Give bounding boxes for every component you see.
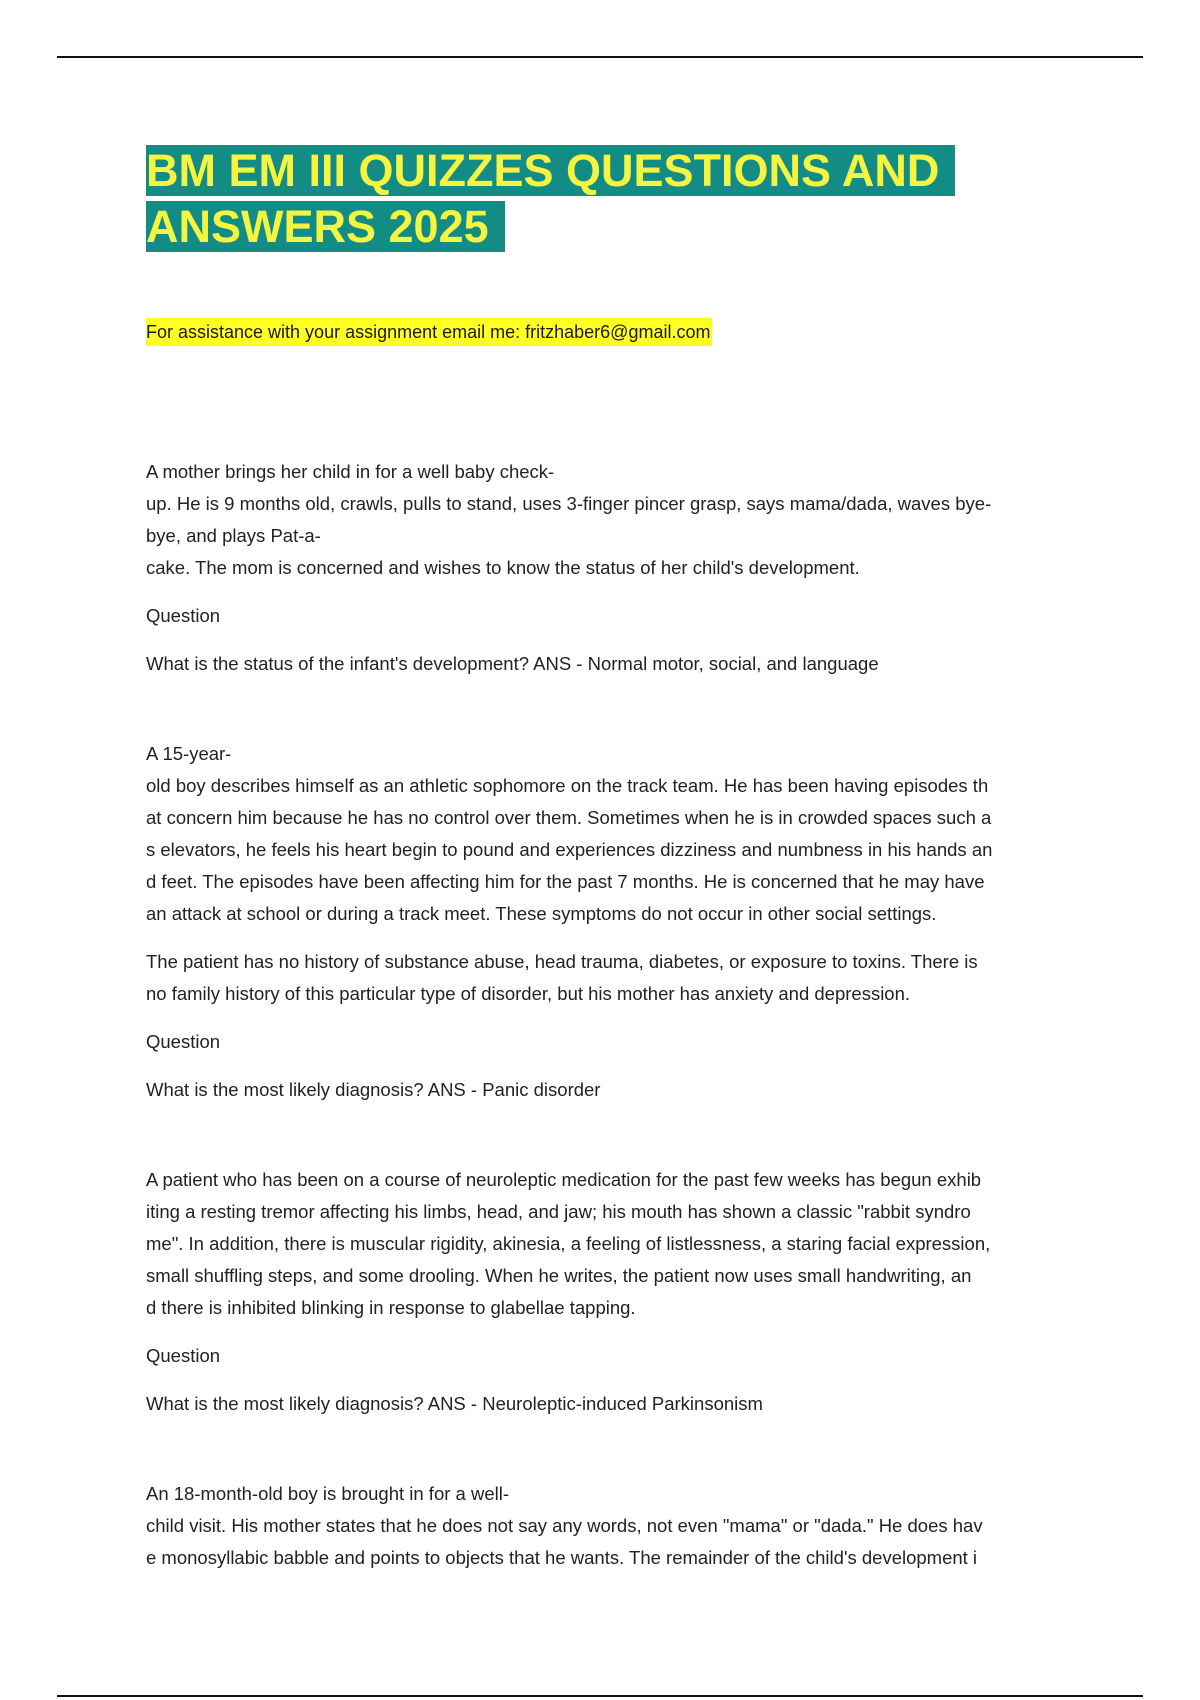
scenario-line: e monosyllabic babble and points to objects that he wants. The remainder of the child's development i — [146, 1547, 978, 1568]
top-rule — [57, 56, 1143, 58]
document-body — [146, 456, 1086, 1574]
scenario-line: A mother brings her child in for a well baby check- — [146, 461, 555, 482]
qa-item — [146, 738, 1086, 1106]
qa-item — [146, 1164, 1086, 1420]
scenario-line: An 18-month-old boy is brought in for a well- — [146, 1483, 509, 1504]
question-answer: What is the status of the infant's development? ANS - Normal motor, social, and language — [146, 653, 879, 674]
scenario-line: cake. The mom is concerned and wishes to know the status of her child's development. — [146, 557, 860, 578]
qa-item — [146, 1478, 1086, 1574]
scenario-line: up. He is 9 months old, crawls, pulls to stand, uses 3-finger pincer grasp, says mama/dada, waves bye- — [146, 493, 992, 514]
scenario-line: d there is inhibited blinking in response to glabellae tapping. — [146, 1297, 636, 1318]
scenario-line: an attack at school or during a track meet. These symptoms do not occur in other social settings. — [146, 903, 937, 924]
scenario-line: me". In addition, there is muscular rigidity, akinesia, a feeling of listlessness, a staring facial expression, — [146, 1233, 991, 1254]
question-label: Question — [146, 1345, 221, 1366]
scenario-line: s elevators, he feels his heart begin to pound and experiences dizziness and numbness in his hands an — [146, 839, 993, 860]
scenario-line: A patient who has been on a course of neuroleptic medication for the past few weeks has begun exhib — [146, 1169, 982, 1190]
scenario-line: A 15-year- — [146, 743, 232, 764]
document-title: BM EM III QUIZZES QUESTIONS AND ANSWERS 2025 — [146, 143, 1046, 255]
question-label: Question — [146, 605, 221, 626]
question-label: Question — [146, 1031, 221, 1052]
question-answer: What is the most likely diagnosis? ANS - Neuroleptic-induced Parkinsonism — [146, 1393, 763, 1414]
bottom-rule — [57, 1695, 1143, 1697]
scenario-line: small shuffling steps, and some drooling. When he writes, the patient now uses small handwriting, an — [146, 1265, 972, 1286]
history-line: The patient has no history of substance abuse, head trauma, diabetes, or exposure to toxins. There is — [146, 951, 978, 972]
qa-item — [146, 456, 1086, 680]
question-answer: What is the most likely diagnosis? ANS - Panic disorder — [146, 1079, 601, 1100]
scenario-line: bye, and plays Pat-a- — [146, 525, 321, 546]
scenario-line: d feet. The episodes have been affecting him for the past 7 months. He is concerned that he may have — [146, 871, 985, 892]
scenario-line: old boy describes himself as an athletic sophomore on the track team. He has been having episodes th — [146, 775, 989, 796]
scenario-line: at concern him because he has no control over them. Sometimes when he is in crowded spaces such a — [146, 807, 992, 828]
scenario-line: child visit. His mother states that he does not say any words, not even "mama" or "dada." He does hav — [146, 1515, 983, 1536]
assistance-note: For assistance with your assignment email me: fritzhaber6@gmail.com — [146, 318, 712, 346]
history-line: no family history of this particular type of disorder, but his mother has anxiety and depression. — [146, 983, 911, 1004]
scenario-line: iting a resting tremor affecting his limbs, head, and jaw; his mouth has shown a classic "rabbit syndro — [146, 1201, 971, 1222]
